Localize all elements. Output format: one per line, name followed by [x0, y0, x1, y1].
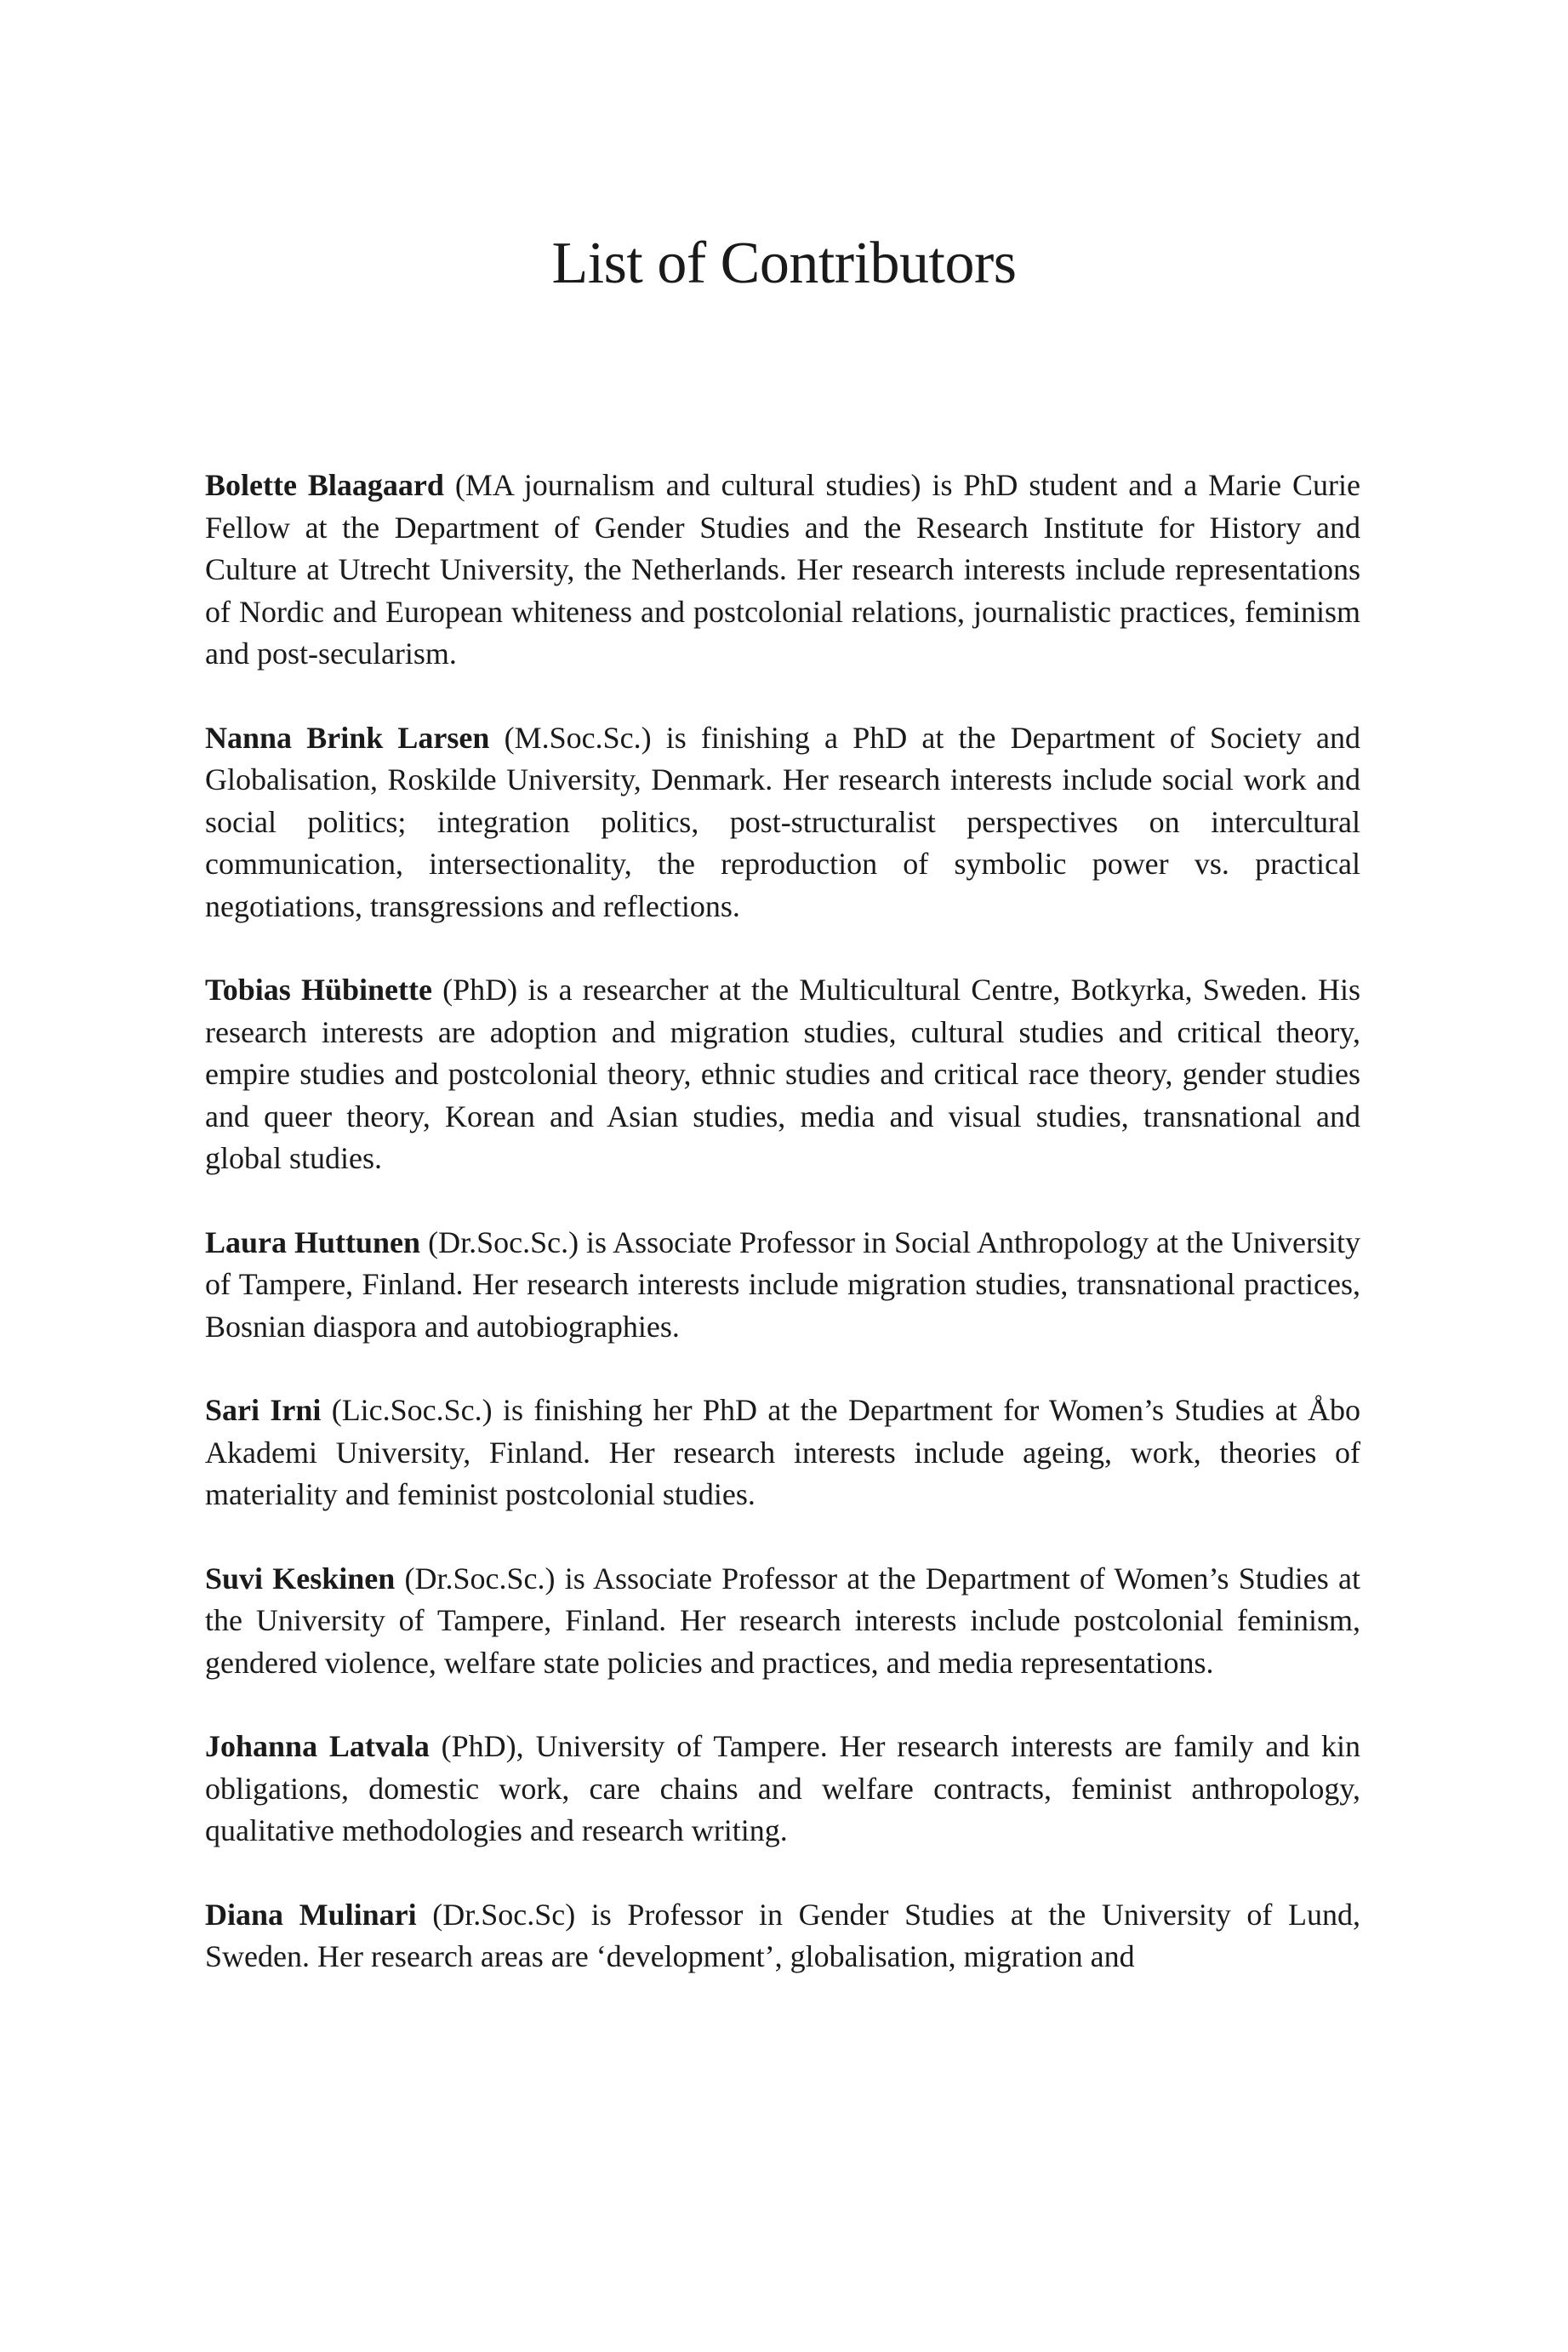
contributor-list: [205, 465, 1360, 2020]
contributor-entry: [205, 1726, 1360, 1852]
contributor-name: Diana Mulinari: [205, 1897, 417, 1932]
contributor-entry: [205, 1558, 1360, 1685]
contributor-name: Johanna Latvala: [205, 1729, 430, 1763]
contributor-bio: (Dr.Soc.Sc.) is Associate Professor at the Department of Women’s Studies at the University of Tampere, Finland. Her research interests include postcolonial feminism, gendered violence, welfare state policies and practices, and media representations.: [205, 1561, 1360, 1680]
contributor-bio: (Dr.Soc.Sc) is Professor in Gender Studies at the University of Lund, Sweden. Her research areas are ‘development’, globalisation, migration and: [205, 1897, 1360, 1973]
contributor-bio: (M.Soc.Sc.) is finishing a PhD at the Department of Society and Globalisation, Roskilde University, Denmark. Her research interests include social work and social politics; integration politics, post-structuralist perspectives on intercultural communication, intersectionality, the reproduction of symbolic power vs. practical negotiations, transgressions and reflections.: [205, 720, 1361, 923]
page-title: List of Contributors: [551, 231, 1017, 296]
contributor-name: Suvi Keskinen: [205, 1561, 396, 1596]
contributor-bio: (Dr.Soc.Sc.) is Associate Professor in Social Anthropology at the University of Tampere, Finland. Her research interests include migration studies, transnational practices, Bosnian diaspora and autobiographies.: [205, 1225, 1361, 1344]
contributor-name: Tobias Hübinette: [205, 973, 432, 1007]
contributor-name: Nanna Brink Larsen: [205, 720, 490, 755]
contributor-bio: (PhD), University of Tampere. Her research interests are family and kin obligations, domestic work, care chains and welfare contracts, feminist anthropology, qualitative methodologies and research writing.: [205, 1729, 1360, 1847]
contributor-name: Bolette Blaagaard: [205, 468, 444, 502]
contributor-entry: [205, 969, 1360, 1180]
contributor-entry: [205, 1894, 1360, 1978]
contributor-name: Laura Huttunen: [205, 1225, 421, 1259]
contributor-entry: [205, 1390, 1360, 1516]
contributor-name: Sari Irni: [205, 1393, 322, 1427]
contributor-entry: [205, 465, 1360, 676]
contributor-entry: [205, 1222, 1360, 1349]
contributor-bio: (PhD) is a researcher at the Multicultural Centre, Botkyrka, Sweden. His research interests are adoption and migration studies, cultural studies and critical theory, empire studies and postcolonial theory, ethnic studies and critical race theory, gender studies and queer theory, Korean and Asian studies, media and visual studies, transnational and global studies.: [205, 973, 1360, 1175]
contributor-bio: (MA journalism and cultural studies) is PhD student and a Marie Curie Fellow at the Department of Gender Studies and the Research Institute for History and Culture at Utrecht University, the Netherlands. Her research interests include representations of Nordic and European whiteness and postcolonial relations, journalistic practices, feminism and post-secularism.: [205, 468, 1360, 671]
contributor-bio: (Lic.Soc.Sc.) is finishing her PhD at the Department for Women’s Studies at Åbo Akademi University, Finland. Her research interests include ageing, work, theories of materiality and feminist postcolonial studies.: [205, 1393, 1361, 1511]
contributor-entry: [205, 717, 1360, 928]
